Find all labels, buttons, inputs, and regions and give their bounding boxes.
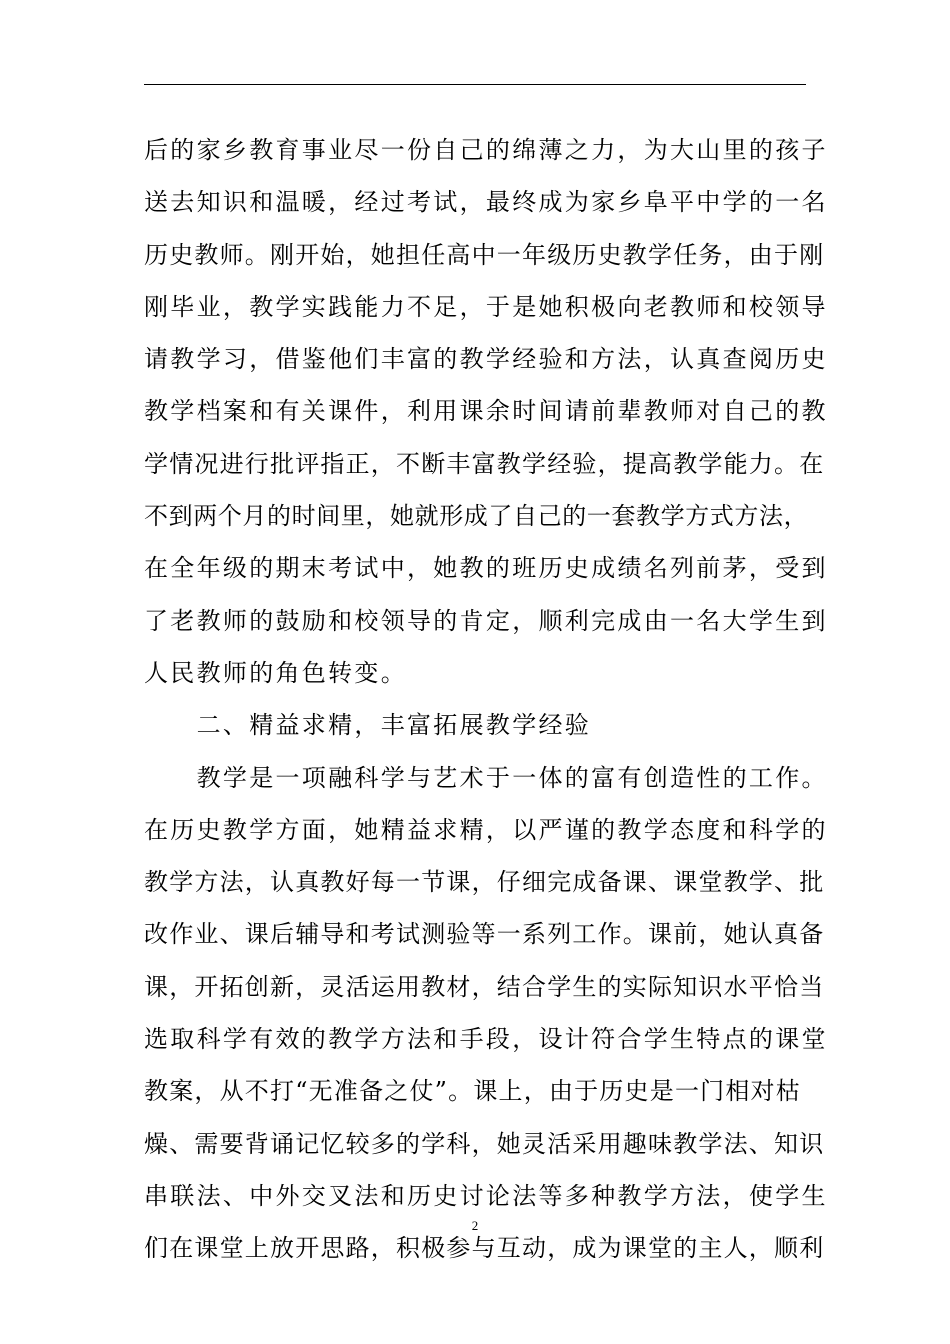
text-line: 串联法、中外交叉法和历史讨论法等多种教学方法，使学生 <box>144 1181 828 1210</box>
text-line: 燥、需要背诵记忆较多的学科，她灵活采用趣味教学法、知识 <box>144 1129 825 1158</box>
text-line: 课，开拓创新，灵活运用教材，结合学生的实际知识水平恰当 <box>144 972 825 1001</box>
text-line: 教学档案和有关课件，利用课余时间请前辈教师对自己的教 <box>144 397 828 426</box>
text-line: 选取科学有效的教学方法和手段，设计符合学生特点的课堂 <box>144 1025 828 1054</box>
text-line: 教案，从不打“无准备之仗”。课上，由于历史是一门相对枯 <box>144 1077 801 1106</box>
text-line: 教学方法，认真教好每一节课，仔细完成备课、课堂教学、批 <box>144 868 825 897</box>
text-line: 改作业、课后辅导和考试测验等一系列工作。课前，她认真备 <box>144 920 825 949</box>
text-line: 送去知识和温暖，经过考试，最终成为家乡阜平中学的一名 <box>144 188 828 217</box>
text-line: 在历史教学方面，她精益求精，以严谨的教学态度和科学的 <box>144 815 828 844</box>
text-line: 学情况进行批评指正，不断丰富教学经验，提高教学能力。在 <box>144 449 825 478</box>
text-line: 后的家乡教育事业尽一份自己的绵薄之力，为大山里的孩子 <box>144 136 828 164</box>
text-line: 请教学习，借鉴他们丰富的教学经验和方法，认真查阅历史 <box>144 345 828 374</box>
text-line: 了老教师的鼓励和校领导的肯定，顺利完成由一名大学生到 <box>144 606 828 635</box>
text-line: 刚毕业，教学实践能力不足，于是她积极向老教师和校领导 <box>144 292 828 321</box>
text-line: 教学是一项融科学与艺术于一体的富有创造性的工作。 <box>144 763 828 792</box>
text-line: 们在课堂上放开思路，积极参与互动，成为课堂的主人，顺利 <box>144 1234 825 1263</box>
section-heading: 二、精益求精，丰富拓展教学经验 <box>144 711 592 740</box>
text-line: 在全年级的期末考试中，她教的班历史成绩名列前茅，受到 <box>144 554 828 583</box>
page-number: 2 <box>471 1218 479 1233</box>
text-line: 人民教师的角色转变。 <box>144 658 407 687</box>
document-body <box>144 124 828 1275</box>
header-rule <box>144 84 806 85</box>
text-line: 历史教师。刚开始，她担任高中一年级历史教学任务，由于刚 <box>144 240 825 269</box>
text-line: 不到两个月的时间里，她就形成了自己的一套教学方式方法， <box>144 502 809 531</box>
